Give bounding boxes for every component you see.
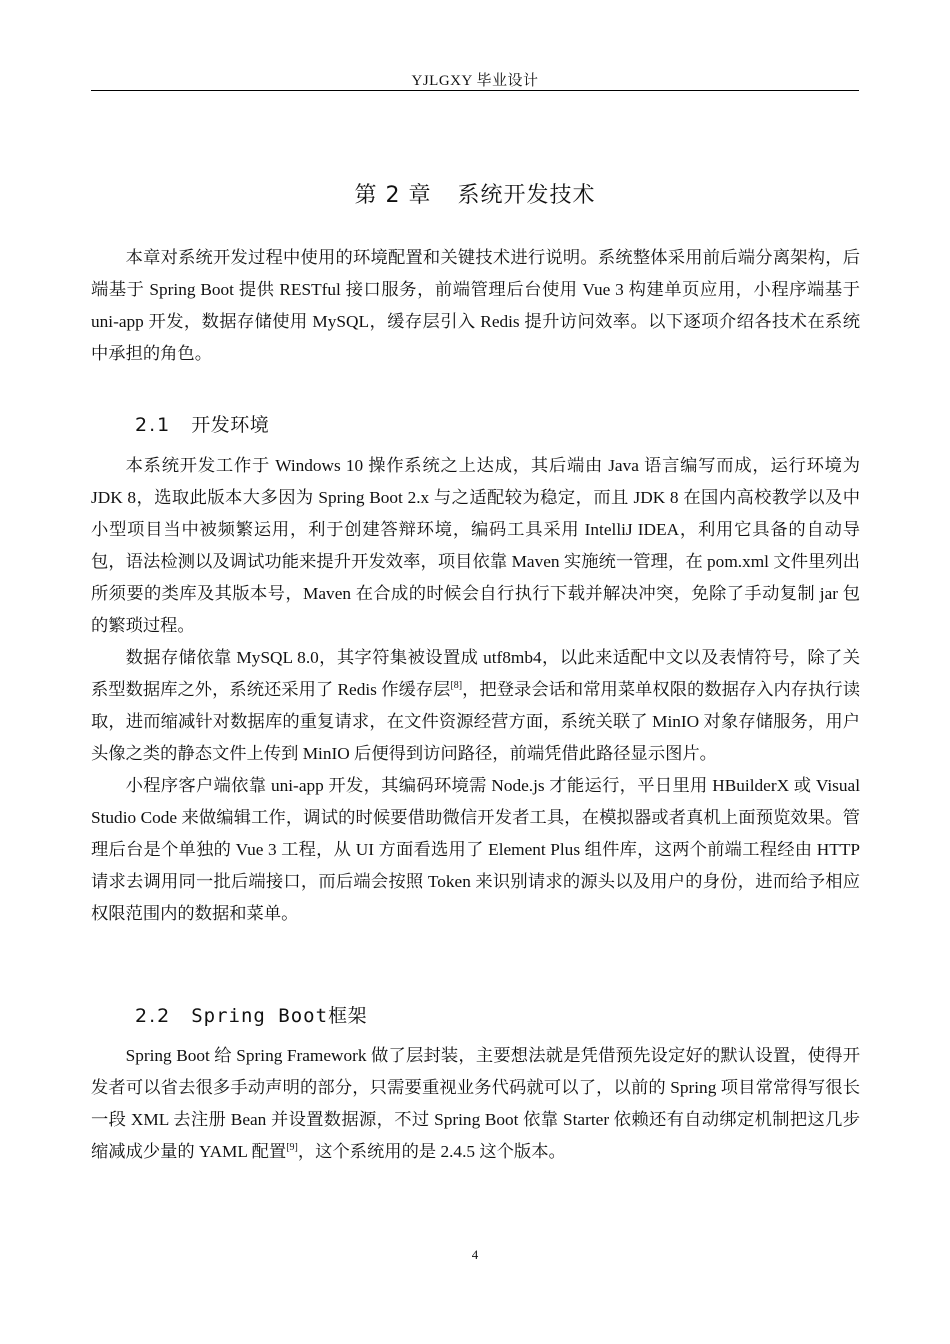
paragraph-text: Spring Boot 给 Spring Framework 做了层封装，主要想法就是凭借预先设定好的默认设置，使得开发者可以省去很多手动声明的部分，只需要重视业务代码就可以了，以前的 Spring 项目常常得写很长一段 XML 去注册 Bean 并设置数据源，不过 Spring Boot 依靠 Starter 依赖还有自动绑定机制把这几步缩减成少量的 YAML 配置 (91, 1046, 860, 1161)
paragraph (91, 642, 860, 770)
paragraph: 本系统开发工作于 Windows 10 操作系统之上达成，其后端由 Java 语言编写而成，运行环境为 JDK 8，选取此版本大多因为 Spring Boot 2.x 与之适配较为稳定，而且 JDK 8 在国内高校教学以及中小型项目当中被频繁运用，利于创建答辩环境，编码工具采用 IntelliJ IDEA，利用它具备的自动导包，语法检测以及调试功能来提升开发效率，项目依靠 Maven 实施统一管理，在 pom.xml 文件里列出所须要的类库及其版本号，Maven 在合成的时候会自行执行下载并解决冲突，免除了手动复制 jar 包的繁琐过程。 (91, 456, 860, 635)
section-2-1-body (91, 450, 860, 930)
paragraph: 小程序客户端依靠 uni-app 开发，其编码环境需 Node.js 才能运行，平日里用 HBuilderX 或 Visual Studio Code 来做编辑工作，调试的时候要借助微信开发者工具，在模拟器或者真机上面预览效果。管理后台是个单独的 Vue 3 工程，从 UI 方面看选用了 Element Plus 组件库，这两个前端工程经由 HTTP 请求去调用同一批后端接口，而后端会按照 Token 来识别请求的源头以及用户的身份，进而给予相应权限范围内的数据和菜单。 (91, 776, 860, 923)
section-title-cjk: 框架 (328, 1005, 368, 1027)
section-title-latin: Spring Boot (191, 1005, 329, 1027)
intro-block (91, 242, 860, 370)
paragraph-text: ，这个系统用的是 2.4.5 这个版本。 (297, 1142, 566, 1161)
page-number: 4 (471, 1247, 479, 1262)
chapter-number: 第 2 章 (354, 183, 432, 208)
header-divider (91, 90, 859, 91)
citation-ref: [8] (450, 680, 463, 691)
chapter-title (0, 178, 950, 209)
paragraph-text: 数据存储依靠 MySQL 8.0，其字符集被设置成 utf8mb4，以此来适配中文以及表情符号，除了关系型数据库之外，系统还采用了 Redis 作缓存层 (91, 648, 860, 699)
chapter-name: 系统开发技术 (457, 183, 596, 208)
section-number: 2.1 (135, 414, 172, 436)
paragraph-text: ，把登录会话和常用菜单权限的数据存入内存执行读取，进而缩减针对数据库的重复请求，在文件资源经营方面，系统关联了 MinIO 对象存储服务，用户头像之类的静态文件上传到 MinIO 后便得到访问路径，前端凭借此路径显示图片。 (91, 680, 860, 763)
section-heading-2-2 (135, 1001, 367, 1028)
citation-ref: [9] (286, 1142, 298, 1153)
section-number: 2.2 (135, 1005, 172, 1027)
section-title: 开发环境 (191, 414, 270, 436)
section-heading-2-1 (135, 410, 269, 437)
running-header: YJLGXY 毕业设计 (411, 73, 539, 89)
paragraph (91, 1040, 860, 1168)
section-2-2-body (91, 1040, 860, 1168)
intro-paragraph: 本章对系统开发过程中使用的环境配置和关键技术进行说明。系统整体采用前后端分离架构，后端基于 Spring Boot 提供 RESTful 接口服务，前端管理后台使用 Vue 3 构建单页应用，小程序端基于 uni-app 开发，数据存储使用 MySQL，缓存层引入 Redis 提升访问效率。以下逐项介绍各技术在系统中承担的角色。 (91, 248, 860, 363)
